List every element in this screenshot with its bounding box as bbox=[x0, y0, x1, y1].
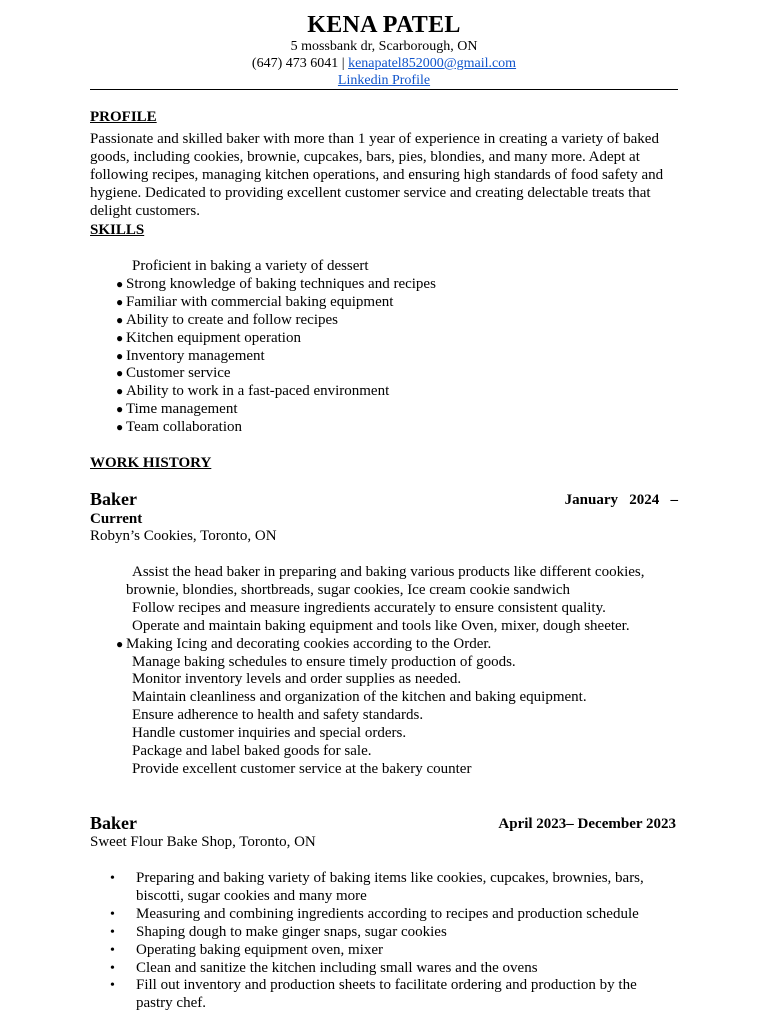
duty-item: Manage baking schedules to ensure timely production of goods. bbox=[132, 653, 516, 670]
duty-item: Package and label baked goods for sale. bbox=[132, 743, 372, 760]
skill-item: ● Familiar with commercial baking equipment bbox=[116, 293, 394, 310]
candidate-name: KENA PATEL bbox=[307, 12, 461, 38]
bullet-icon: ● bbox=[116, 384, 124, 399]
job-date: January 2024 – bbox=[564, 492, 678, 508]
job-status: Current bbox=[90, 511, 143, 527]
skill-item: ● Strong knowledge of baking techniques and recipes bbox=[116, 275, 436, 292]
duty-item: • Fill out inventory and production sheets to facilitate ordering and production by the pastry chef. bbox=[110, 977, 637, 1012]
duty-item: Provide excellent customer service at the bakery counter bbox=[132, 760, 472, 777]
bullet-icon: ● bbox=[116, 402, 124, 417]
email-link[interactable]: kenapatel852000@gmail.com bbox=[348, 56, 517, 71]
profile-text: Passionate and skilled baker with more than 1 year of experience in creating a variety of baked goods, including cookies, brownie, cupcakes, bars, pies, blondies, and many more. Adept at following recipes, managing kitchen operations, and ensuring high standards of food safety and hygiene. Dedicated to providing excellent customer service and creating delectable treats that delight customers. bbox=[90, 131, 664, 219]
bullet-icon: ● bbox=[116, 276, 124, 291]
job-title: Baker bbox=[90, 813, 137, 833]
duty-item: Assist the head baker in preparing and baking various products like different cookies, bbox=[132, 564, 645, 580]
bullet-icon: ● bbox=[116, 312, 124, 327]
duty-item: • Operating baking equipment oven, mixer bbox=[110, 941, 384, 958]
skill-item: ● Inventory management bbox=[116, 347, 265, 364]
job-company: Robyn’s Cookies, Toronto, ON bbox=[90, 528, 277, 544]
duty-item: • Shaping dough to make ginger snaps, sugar cookies bbox=[110, 923, 447, 940]
phone: (647) 473 6041 | bbox=[251, 56, 345, 71]
duty-item: Operate and maintain baking equipment and tools like Oven, mixer, dough sheeter. bbox=[132, 617, 630, 634]
duty-item: Follow recipes and measure ingredients accurately to ensure consistent quality. bbox=[132, 599, 606, 616]
skill-item: Proficient in baking a variety of dessert bbox=[132, 258, 369, 274]
address: 5 mossbank dr, Scarborough, ON bbox=[290, 39, 478, 54]
header-divider bbox=[90, 89, 678, 90]
job-title: Baker bbox=[90, 489, 137, 509]
bullet-icon: ● bbox=[116, 330, 124, 345]
linkedin-line bbox=[0, 72, 768, 89]
bullet-icon: • bbox=[110, 960, 115, 976]
duty-item: • Preparing and baking variety of baking items like cookies, cupcakes, brownies, bars, biscotti, sugar cookies and many more bbox=[110, 870, 644, 904]
duty-item: ● Making Icing and decorating cookies according to the Order. bbox=[116, 635, 492, 652]
bullet-icon: ● bbox=[116, 294, 124, 309]
bullet-icon: • bbox=[110, 924, 115, 940]
bullet-icon: ● bbox=[116, 420, 124, 435]
skill-item: ● Customer service bbox=[116, 365, 231, 382]
job-duties-list bbox=[110, 870, 656, 1013]
profile-heading: PROFILE bbox=[90, 109, 157, 125]
bullet-icon: ● bbox=[116, 348, 124, 363]
duty-item: Ensure adherence to health and safety standards. bbox=[132, 707, 424, 724]
skill-item: ● Time management bbox=[116, 401, 238, 418]
linkedin-link[interactable]: Linkedin Profile bbox=[337, 73, 431, 88]
duty-item: brownie, blondies, shortbreads, sugar cookies, Ice cream cookie sandwich bbox=[126, 581, 571, 598]
job-date: April 2023– December 2023 bbox=[498, 816, 676, 832]
bullet-icon: ● bbox=[116, 366, 124, 381]
bullet-icon: • bbox=[110, 871, 115, 886]
duty-item: Monitor inventory levels and order supplies as needed. bbox=[132, 671, 462, 688]
skills-list bbox=[116, 258, 436, 437]
duty-item: • Clean and sanitize the kitchen including small wares and the ovens bbox=[110, 959, 538, 976]
bullet-icon: ● bbox=[116, 636, 124, 651]
skills-heading: SKILLS bbox=[90, 222, 145, 238]
skill-item: ● Team collaboration bbox=[116, 419, 242, 436]
job-company: Sweet Flour Bake Shop, Toronto, ON bbox=[90, 834, 316, 850]
duty-item: • Measuring and combining ingredients according to recipes and production schedule bbox=[110, 905, 639, 922]
contact-line bbox=[0, 55, 768, 72]
duty-item: Maintain cleanliness and organization of the kitchen and baking equipment. bbox=[132, 689, 587, 706]
skill-item: ● Kitchen equipment operation bbox=[116, 329, 301, 346]
skill-item: ● Ability to work in a fast-paced environment bbox=[116, 383, 390, 400]
skill-item: ● Ability to create and follow recipes bbox=[116, 311, 339, 328]
bullet-icon: • bbox=[110, 942, 115, 958]
bullet-icon: • bbox=[110, 978, 115, 994]
job-duties-list bbox=[116, 564, 645, 779]
work-history-heading: WORK HISTORY bbox=[90, 455, 212, 471]
duty-item: Handle customer inquiries and special orders. bbox=[132, 725, 407, 742]
bullet-icon: • bbox=[110, 906, 115, 922]
